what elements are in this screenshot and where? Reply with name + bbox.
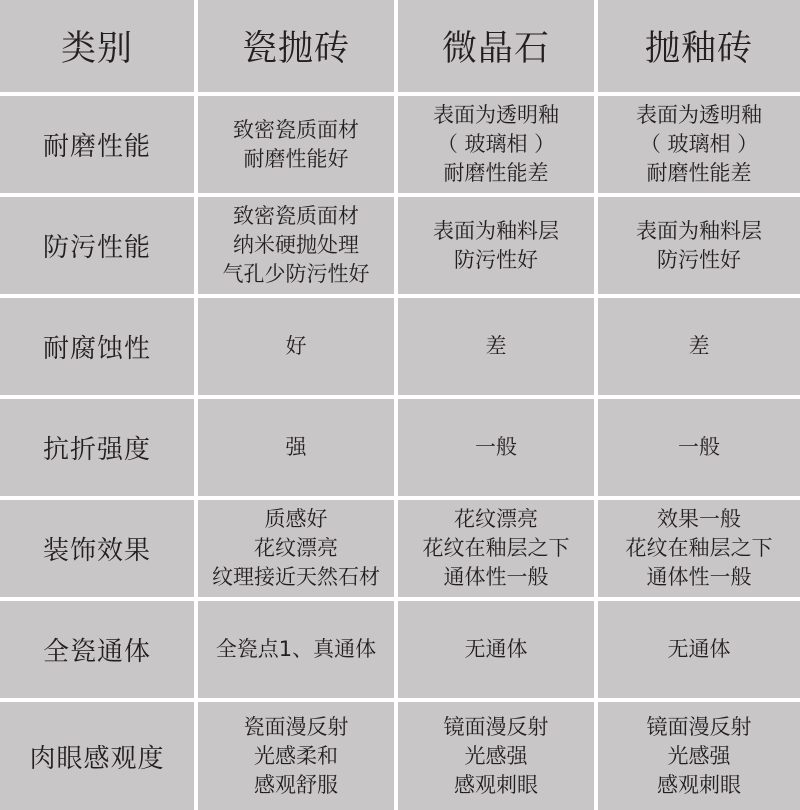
table-cell <box>398 96 598 197</box>
row-label: 装饰效果 <box>42 536 151 566</box>
table-cell <box>198 197 398 298</box>
table-cell <box>598 298 800 399</box>
cell-line: 表面为釉料层 <box>433 218 559 243</box>
table-cell <box>398 500 598 601</box>
row-label-cell <box>0 500 198 601</box>
cell-line: 花纹在釉层之下 <box>422 536 570 560</box>
cell-line: 防污性好 <box>657 247 741 272</box>
cell-line: （ 玻璃相 ） <box>639 132 759 156</box>
cell-line: 无通体 <box>667 637 731 661</box>
cell-line: 差 <box>688 334 710 358</box>
cell-line: 气孔少防污性好 <box>222 262 370 286</box>
table-cell <box>598 96 800 197</box>
cell-line: 镜面漫反射 <box>443 714 549 739</box>
header-label: 类别 <box>60 29 133 69</box>
cell-line: 光感柔和 <box>254 743 338 768</box>
cell-line: 表面为釉料层 <box>636 218 762 243</box>
cell-line: 差 <box>485 334 507 358</box>
table-cell <box>398 702 598 810</box>
cell-line: 通体性一般 <box>646 565 752 589</box>
table-cell <box>398 197 598 298</box>
cell-line: 强 <box>285 435 307 459</box>
cell-line: 花纹在釉层之下 <box>625 536 773 560</box>
cell-line: 花纹漂亮 <box>254 536 338 560</box>
header-cell <box>0 0 198 96</box>
cell-line: 耐磨性能好 <box>243 146 349 171</box>
table-cell <box>198 500 398 601</box>
cell-line: 耐磨性能差 <box>646 161 752 185</box>
header-cell <box>398 0 598 96</box>
cell-line: 瓷面漫反射 <box>243 714 349 739</box>
cell-line: 光感强 <box>667 743 731 768</box>
row-label: 全瓷通体 <box>42 637 151 667</box>
header-cell <box>198 0 398 96</box>
table-cell <box>398 601 598 702</box>
cell-line: 一般 <box>678 435 720 459</box>
header-label: 抛釉砖 <box>644 29 753 69</box>
row-label: 耐磨性能 <box>42 132 151 162</box>
row-label: 耐腐蚀性 <box>42 334 151 364</box>
cell-line: 好 <box>285 334 307 358</box>
table-cell <box>198 601 398 702</box>
cell-line: 致密瓷质面材 <box>233 117 359 142</box>
row-label-cell <box>0 702 198 810</box>
cell-line: 光感强 <box>464 743 528 768</box>
table-cell <box>598 500 800 601</box>
table-cell <box>398 399 598 500</box>
row-label-cell <box>0 96 198 197</box>
cell-line: 感观刺眼 <box>657 772 741 797</box>
header-cell <box>598 0 800 96</box>
table-cell <box>598 601 800 702</box>
cell-line: 防污性好 <box>454 247 538 272</box>
cell-line: （ 玻璃相 ） <box>436 132 556 156</box>
row-label: 防污性能 <box>42 233 151 263</box>
cell-line: 全瓷点1、真通体 <box>215 637 377 661</box>
cell-line: 表面为透明釉 <box>636 103 762 127</box>
cell-line: 一般 <box>475 435 517 459</box>
table-cell <box>198 298 398 399</box>
row-label-cell <box>0 197 198 298</box>
table-cell <box>198 702 398 810</box>
row-label-cell <box>0 399 198 500</box>
cell-line: 感观刺眼 <box>454 772 538 797</box>
table-cell <box>598 197 800 298</box>
table-cell <box>198 399 398 500</box>
table-cell <box>198 96 398 197</box>
row-label: 抗折强度 <box>42 435 151 465</box>
cell-line: 表面为透明釉 <box>433 103 559 127</box>
table-cell <box>598 399 800 500</box>
cell-line: 纹理接近天然石材 <box>212 565 380 589</box>
row-label: 肉眼感观度 <box>29 743 165 774</box>
cell-line: 镜面漫反射 <box>646 714 752 739</box>
cell-line: 耐磨性能差 <box>443 161 549 185</box>
table-cell <box>598 702 800 810</box>
cell-line: 感观舒服 <box>254 772 338 797</box>
header-label: 瓷抛砖 <box>241 29 350 69</box>
cell-line: 花纹漂亮 <box>454 507 538 531</box>
cell-line: 致密瓷质面材 <box>233 204 359 228</box>
cell-line: 纳米硬抛处理 <box>233 233 359 257</box>
table-cell <box>398 298 598 399</box>
cell-line: 效果一般 <box>657 507 741 531</box>
row-label-cell <box>0 298 198 399</box>
cell-line: 通体性一般 <box>443 565 549 589</box>
header-label: 微晶石 <box>441 29 550 69</box>
cell-line: 质感好 <box>264 507 328 531</box>
cell-line: 无通体 <box>464 637 528 661</box>
row-label-cell <box>0 601 198 702</box>
